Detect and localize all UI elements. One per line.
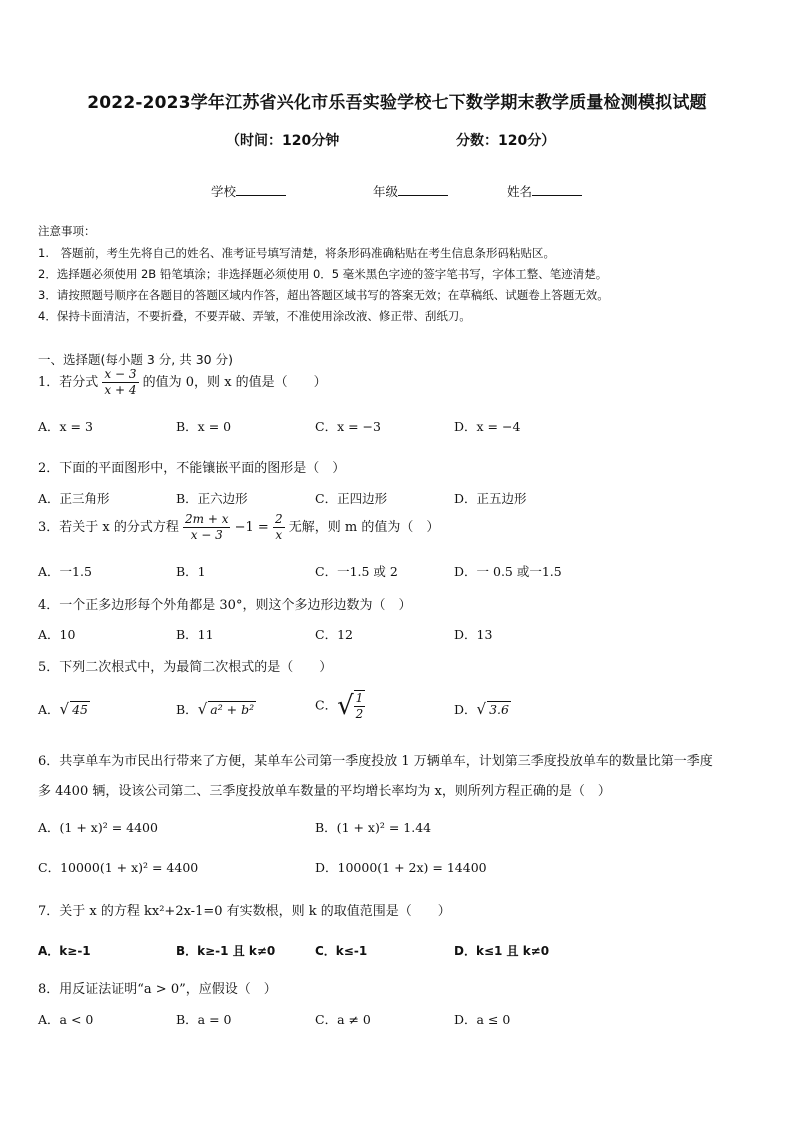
question-4: 4．一个正多边形每个外角都是 30°，则这个多边形边数为（ ） — [38, 598, 412, 613]
q6-option-a: A．(1 + x)² = 4400 — [38, 820, 158, 835]
q2-option-a: A．正三角形 — [38, 491, 110, 506]
note-item: 2．选择题必须使用 2B 铅笔填涂；非选择题必须使用 0．5 毫米黑色字迹的签字笔书写，字体工整、笔迹清楚。 — [38, 267, 608, 281]
question-5: 5．下列二次根式中，为最简二次根式的是（ ） — [38, 660, 333, 675]
school-blank — [236, 185, 286, 196]
q1-fraction: $\frac{x - 3}{x + 4}$ — [104, 367, 137, 397]
q8-option-c: C．a ≠ 0 — [315, 1012, 371, 1027]
q3-option-a: A．一1.5 — [38, 564, 92, 579]
q2-option-c: C．正四边形 — [315, 491, 388, 506]
grade-field — [373, 182, 448, 200]
question-7: 7．关于 x 的方程 kx²+2x-1=0 有实数根，则 k 的取值范围是（ ） — [38, 904, 451, 919]
grade-blank — [398, 185, 448, 196]
q1-option-b: B．x = 0 — [176, 419, 232, 434]
question-2: 2．下面的平面图形中，不能镶嵌平面的图形是（ ） — [38, 461, 346, 476]
question-1 — [38, 367, 327, 398]
q5-option-c: C．√ $\frac{1}{2}$ — [315, 691, 364, 721]
q3-suffix: 无解，则 m 的值为（ ） — [288, 520, 440, 535]
q8-option-b: B．a = 0 — [176, 1012, 232, 1027]
question-3 — [38, 512, 439, 543]
school-label: 学校 — [211, 184, 237, 199]
q4-option-c: C．12 — [315, 627, 353, 642]
note-item: 1. 答题前，考生先将自己的姓名、准考证号填写清楚，将条形码准确粘贴在考生信息条形码粘贴区。 — [38, 246, 555, 260]
q1-option-d: D．x = −4 — [454, 419, 521, 434]
q2-option-d: D．正五边形 — [454, 491, 527, 506]
q6-option-c: C．10000(1 + x)² = 4400 — [38, 860, 199, 875]
school-field — [211, 182, 286, 200]
q1-prefix: 1．若分式 — [38, 375, 99, 390]
notes-heading: 注意事项： — [38, 224, 96, 238]
q5-option-b: B．√ a² + b² — [176, 700, 255, 718]
q8-option-a: A．a < 0 — [38, 1012, 94, 1027]
q3-prefix: 3．若关于 x 的分式方程 — [38, 520, 179, 535]
exam-score: 分数：120分） — [456, 133, 556, 149]
q4-option-a: A．10 — [38, 627, 76, 642]
q1-option-c: C．x = −3 — [315, 419, 381, 434]
note-item: 3．请按照题号顺序在各题目的答题区域内作答，超出答题区域书写的答案无效；在草稿纸、试题卷上答题无效。 — [38, 288, 609, 302]
q7-option-d: D．k≤1 且 k≠0 — [454, 944, 550, 958]
grade-label: 年级 — [373, 184, 399, 199]
page-title: 2022-2023学年江苏省兴化市乐吾实验学校七下数学期末教学质量检测模拟试题 — [87, 93, 707, 113]
name-label: 姓名 — [507, 184, 533, 199]
q3-option-c: C．一1.5 或 2 — [315, 564, 398, 579]
note-item: 4．保持卡面清洁，不要折叠，不要弄破、弄皱，不准使用涂改液、修正带、刮纸刀。 — [38, 309, 471, 323]
q4-option-d: D．13 — [454, 627, 493, 642]
question-6-line-2: 多 4400 辆，设该公司第二、三季度投放单车数量的平均增长率均为 x，则所列方程正确的是（ ） — [38, 784, 611, 799]
q7-option-b: B．k≥-1 且 k≠0 — [176, 944, 276, 958]
q3-fraction-2: $\frac{2}{x}$ — [274, 512, 283, 542]
q5-option-a: A．√ 45 — [38, 700, 88, 718]
question-8: 8．用反证法证明“a > 0”，应假设（ ） — [38, 982, 277, 997]
q8-option-d: D．a ≤ 0 — [454, 1012, 511, 1027]
question-6-line-1: 6．共享单车为市民出行带来了方便，某单车公司第一季度投放 1 万辆单车，计划第三季度投放单车的数量比第一季度 — [38, 754, 713, 769]
q3-option-d: D．一 0.5 或一1.5 — [454, 564, 562, 579]
q6-option-b: B．(1 + x)² = 1.44 — [315, 820, 432, 835]
name-blank — [532, 185, 582, 196]
section-heading: 一、选择题(每小题 3 分, 共 30 分) — [38, 352, 233, 367]
q6-option-d: D．10000(1 + 2x) = 14400 — [315, 860, 487, 875]
q5-option-d: D．√ 3.6 — [454, 700, 509, 718]
q7-option-c: C．k≤-1 — [315, 944, 368, 958]
q3-option-b: B．1 — [176, 564, 206, 579]
q7-option-a: A．k≥-1 — [38, 944, 91, 958]
q1-option-a: A．x = 3 — [38, 419, 93, 434]
exam-time: （时间：120分钟 — [226, 133, 340, 149]
q2-option-b: B．正六边形 — [176, 491, 248, 506]
name-field — [507, 182, 582, 200]
q4-option-b: B．11 — [176, 627, 214, 642]
q3-fraction-1: $\frac{2m + x}{x - 3}$ — [185, 512, 229, 542]
q1-suffix: 的值为 0，则 x 的值是（ ） — [142, 375, 327, 390]
q3-mid: −1 = — [234, 520, 269, 535]
